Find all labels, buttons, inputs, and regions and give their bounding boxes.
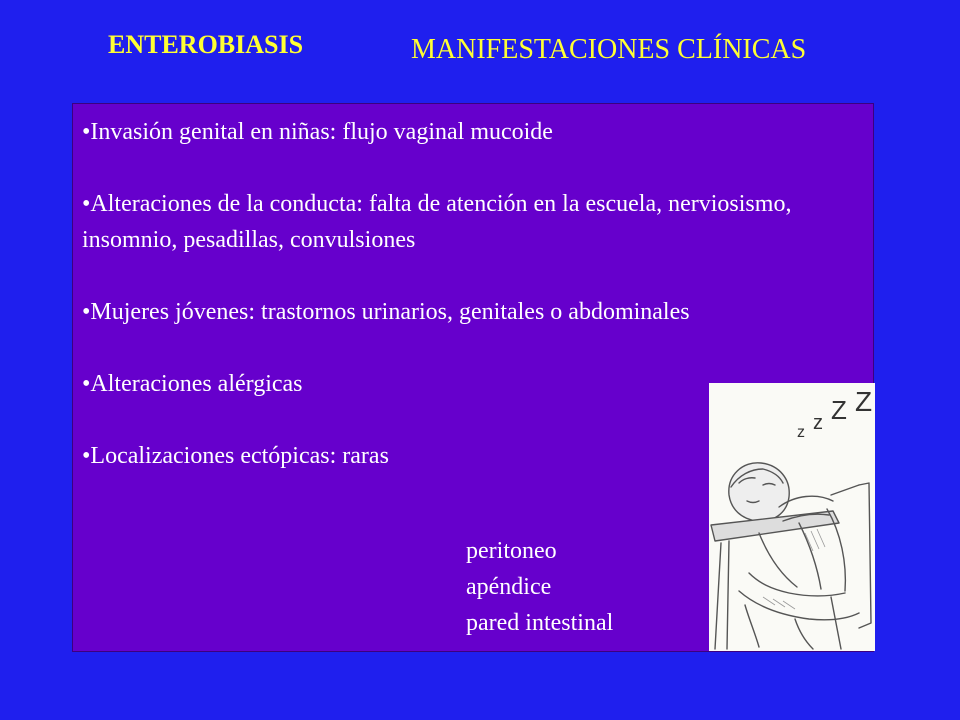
sleeping-child-sketch-icon — [709, 383, 875, 651]
svg-text:z: z — [813, 412, 823, 434]
content-panel — [72, 103, 874, 652]
bullet-allergic: •Alteraciones alérgicas — [82, 371, 303, 397]
slide-topic-title: ENTEROBIASIS — [108, 30, 304, 59]
ectopic-site-pared-intestinal: pared intestinal — [466, 610, 614, 636]
ectopic-site-list — [466, 533, 613, 641]
bullet-behavior-changes: •Alteraciones de la conducta: falta de atención en la escuela, nerviosismo, insomnio, pesadillas, convulsiones — [82, 191, 792, 253]
svg-text:Z: Z — [855, 386, 873, 417]
ectopic-site-apendice: apéndice — [466, 574, 552, 600]
bullet-ectopic: •Localizaciones ectópicas: raras — [82, 443, 389, 469]
slide-section-title: MANIFESTACIONES CLÍNICAS — [411, 34, 807, 65]
bullet-young-women: •Mujeres jóvenes: trastornos urinarios, genitales o abdominales — [82, 299, 690, 325]
svg-text:Z: Z — [831, 395, 847, 425]
svg-text:z: z — [797, 424, 805, 441]
ectopic-site-peritoneo: peritoneo — [466, 538, 557, 564]
bullet-genital-invasion: •Invasión genital en niñas: flujo vaginal mucoide — [82, 119, 553, 145]
